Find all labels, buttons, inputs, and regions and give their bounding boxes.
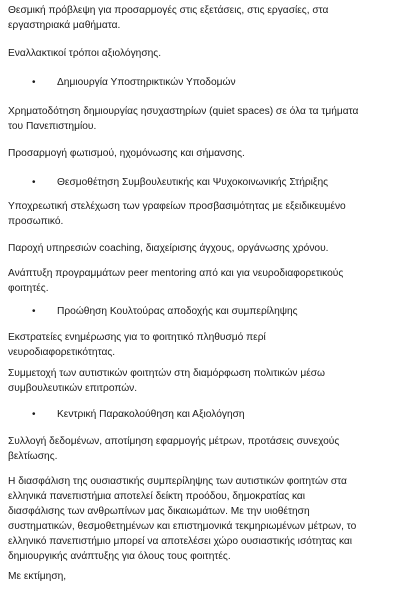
text-line: Ανάπτυξη προγραμμάτων peer mentoring από και για νευροδιαφορετικούς (8, 268, 344, 279)
paragraph-quiet-spaces (8, 104, 358, 134)
text-line: δημιουργικής ανάπτυξης για όλους τους φοιτητές. (8, 551, 231, 562)
bullet-culture-of-acceptance (8, 304, 298, 319)
bullet-supportive-infrastructure (8, 75, 236, 90)
text-line: Χρηματοδότηση δημιουργίας ησυχαστηρίων (quiet spaces) σε όλα τα τμήματα (8, 106, 359, 117)
text-line: Θεσμική πρόβλεψη για προσαρμογές στις εξετάσεις, στις εργασίες, στα (8, 5, 329, 16)
text-line: ελληνικά πανεπιστήμια αποτελεί δείκτη προόδου, δημοκρατίας και (8, 491, 306, 502)
text-line: Υποχρεωτική στελέχωση των γραφείων προσβασιμότητας με εξειδικευμένο (8, 201, 346, 212)
paragraph-conclusion (8, 474, 356, 564)
text-line: Με εκτίμηση, (8, 571, 67, 582)
bullet-monitoring-evaluation (8, 407, 245, 422)
text-line: νευροδιαφορετικότητας. (8, 347, 116, 358)
paragraph-participation (8, 366, 325, 396)
bullet-icon: • (32, 409, 36, 420)
paragraph-exam-accommodations (8, 3, 328, 33)
text-line: συμβουλευτικών επιτροπών. (8, 383, 138, 394)
bullet-counseling-support (8, 175, 328, 190)
bullet-heading: Θεσμοθέτηση Συμβουλευτικής και Ψυχοκοινωνικής Στήριξης (57, 177, 329, 188)
text-line: διασφάλισης των ανθρωπίνων μας δικαιωμάτων. Με την υιοθέτηση (8, 506, 310, 517)
text-line: φοιτητές. (8, 283, 49, 294)
bullet-heading: Προώθηση Κουλτούρας αποδοχής και συμπερίληψης (57, 306, 298, 317)
text-line: συστηματικών, θεσμοθετημένων και επιστημονικά τεκμηριωμένων μέτρων, το (8, 521, 357, 532)
text-line: ελληνικό πανεπιστήμιο μπορεί να αποτελέσει χώρο ουσιαστικής ισότητας και (8, 536, 353, 547)
bullet-heading: Κεντρική Παρακολούθηση και Αξιολόγηση (57, 409, 245, 420)
text-line: Προσαρμογή φωτισμού, ηχομόνωσης και σήμανσης. (8, 148, 245, 159)
text-line: προσωπικό. (8, 216, 64, 227)
text-line: βελτίωσης. (8, 451, 58, 462)
text-line: Παροχή υπηρεσιών coaching, διαχείρισης άγχους, οργάνωσης χρόνου. (8, 243, 329, 254)
text-line: του Πανεπιστημίου. (8, 121, 97, 132)
paragraph-coaching (8, 241, 329, 256)
bullet-icon: • (32, 177, 36, 188)
paragraph-awareness-campaigns (8, 330, 266, 360)
text-line: Συλλογή δεδομένων, αποτίμηση εφαρμογής μέτρων, προτάσεις συνεχούς (8, 436, 340, 447)
paragraph-data-collection (8, 434, 339, 464)
paragraph-alternative-assessment (8, 46, 161, 61)
bullet-heading: Δημιουργία Υποστηρικτικών Υποδομών (57, 77, 236, 88)
bullet-icon: • (32, 77, 36, 88)
paragraph-staffing (8, 199, 346, 229)
text-line: Εκστρατείες ενημέρωσης για το φοιτητικό πληθυσμό περί (8, 332, 266, 343)
text-line: Εναλλακτικοί τρόποι αξιολόγησης. (8, 48, 162, 59)
bullet-icon: • (32, 306, 36, 317)
paragraph-lighting (8, 146, 245, 161)
paragraph-peer-mentoring (8, 266, 343, 296)
text-line: εργαστηριακά μαθήματα. (8, 20, 121, 31)
text-line: Η διασφάλιση της ουσιαστικής συμπερίληψης των αυτιστικών φοιτητών στα (8, 476, 347, 487)
paragraph-sign-off (8, 569, 66, 584)
text-line: Συμμετοχή των αυτιστικών φοιτητών στη διαμόρφωση πολιτικών μέσω (8, 368, 325, 379)
